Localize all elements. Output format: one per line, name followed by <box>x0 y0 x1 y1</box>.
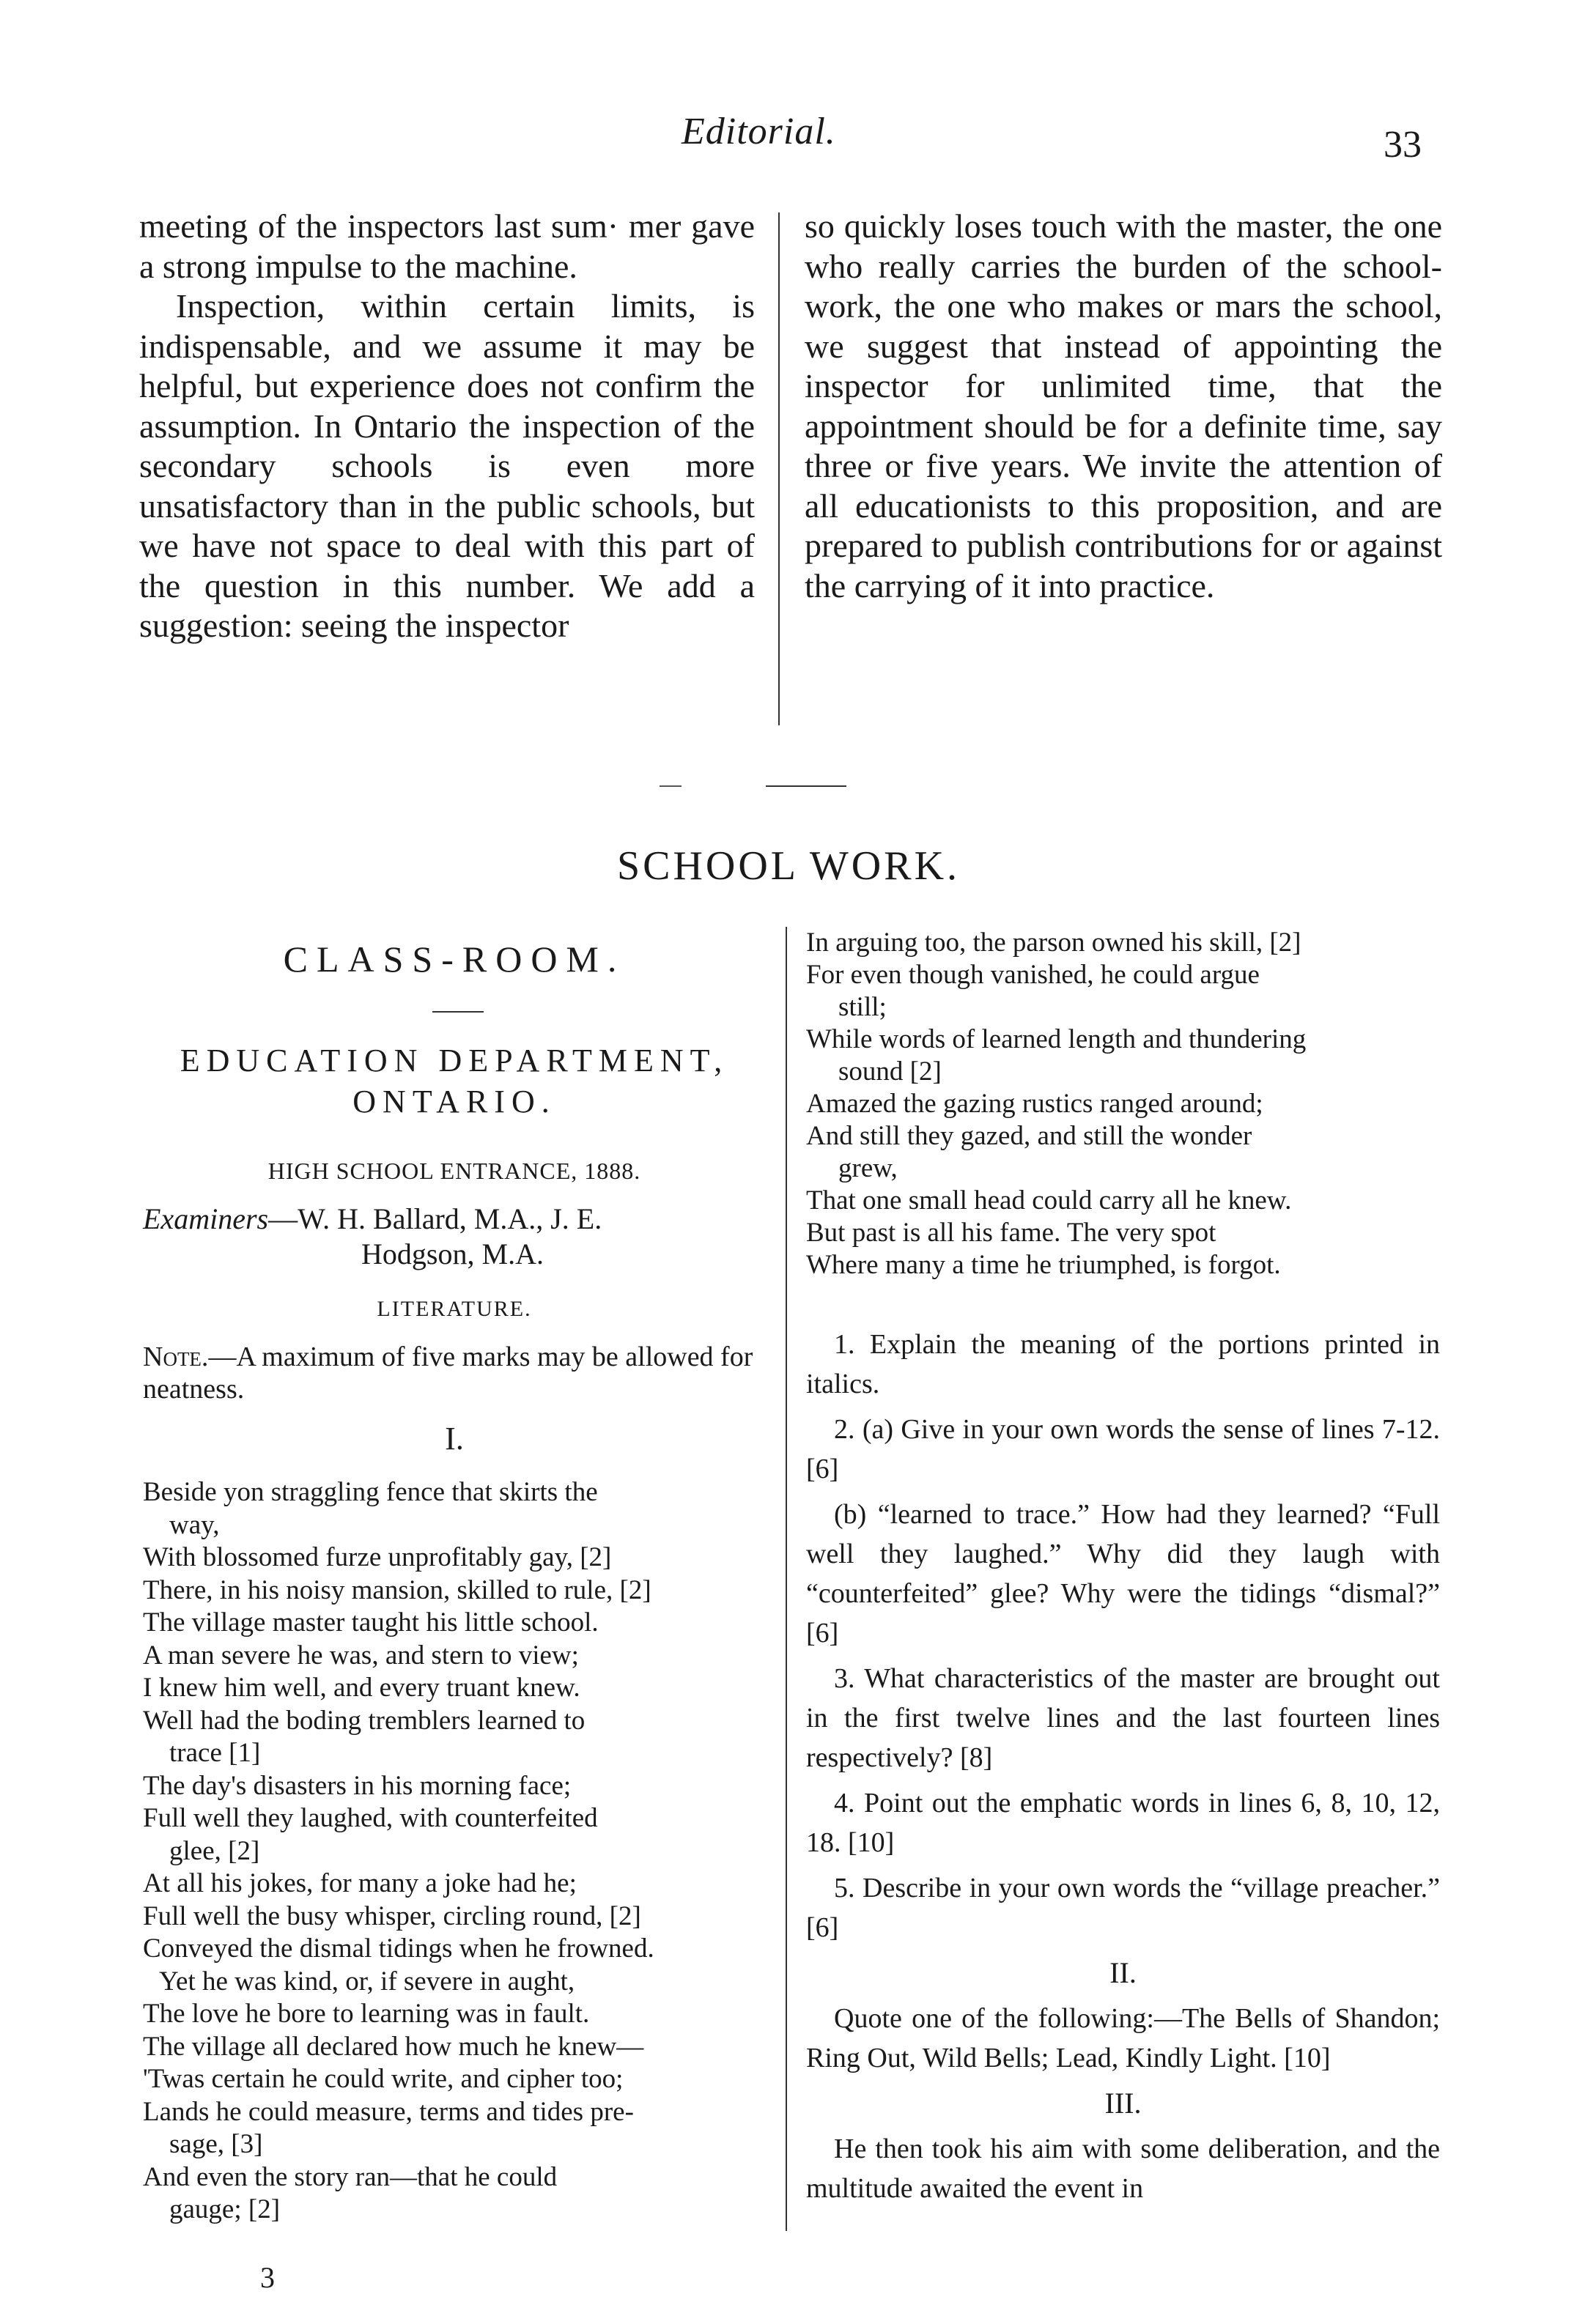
poem-line: With blossomed furze unprofitably gay, [2] <box>143 1542 612 1572</box>
poem-line: Full well the busy whisper, circling round, [2] <box>143 1901 641 1931</box>
question: 2. (a) Give in your own words the sense of lines 7-12. [6] <box>806 1414 1440 1484</box>
subject-heading: LITERATURE. <box>377 1297 532 1321</box>
poem-line: trace [1] <box>169 1738 261 1768</box>
exam-title: HIGH SCHOOL ENTRANCE, 1888. <box>267 1158 641 1184</box>
part-numeral: II. <box>1109 1956 1137 1989</box>
signature-mark: 3 <box>260 2261 275 2294</box>
poem-line: glee, [2] <box>169 1835 260 1866</box>
poem-line: Lands he could measure, terms and tides pre- <box>143 2096 634 2127</box>
question: 3. What characteristics of the master are brought out in the first twelve lines and the last fourteen lines respectively? [8] <box>806 1663 1440 1773</box>
poem-line: 'Twas certain he could write, and cipher too; <box>143 2064 624 2094</box>
poem-line: That one small head could carry all he knew. <box>806 1185 1292 1215</box>
poem-line: In arguing too, the parson owned his skill, [2] <box>806 928 1301 958</box>
poem-line: For even though vanished, he could argue <box>806 960 1260 990</box>
editorial-left-column <box>139 207 755 646</box>
editorial-paragraph: meeting of the inspectors last sum· mer gave a strong impulse to the machine. <box>139 207 755 285</box>
section-divider <box>766 785 846 787</box>
poem-line: Where many a time he triumphed, is forgot. <box>806 1250 1281 1280</box>
exam-questions <box>806 1325 1440 2214</box>
poem-line: The love he bore to learning was in fault. <box>143 1999 590 2029</box>
poem-line: The day's disasters in his morning face; <box>143 1770 572 1801</box>
poem-excerpt-continued <box>806 927 1444 1281</box>
question: He then took his aim with some deliberation, and the multitude awaited the event in <box>806 2134 1440 2204</box>
department-heading: EDUCATION DEPARTMENT, ONTARIO. <box>180 1043 729 1120</box>
part-numeral: I. <box>445 1421 464 1457</box>
poem-line: The village master taught his little school. <box>143 1607 599 1637</box>
poem-line: Full well they laughed, with counterfeited <box>143 1803 598 1833</box>
poem-line: A man severe he was, and stern to view; <box>143 1640 579 1670</box>
editorial-right-column <box>805 207 1442 606</box>
poem-line: The village all declared how much he knew— <box>143 2031 644 2062</box>
poem-line: And still they gazed, and still the wonder <box>806 1121 1252 1151</box>
poem-line: Amazed the gazing rustics ranged around; <box>806 1089 1263 1119</box>
poem-line: While words of learned length and thundering <box>806 1024 1307 1054</box>
class-room-heading: CLASS-ROOM. <box>283 939 626 980</box>
poem-line: At all his jokes, for many a joke had he; <box>143 1868 577 1898</box>
question: 4. Point out the emphatic words in lines 6, 8, 10, 12, 18. [10] <box>806 1788 1440 1858</box>
note <box>143 1341 762 1405</box>
poem-line: And even the story ran—that he could <box>143 2161 558 2192</box>
poem-line: I knew him well, and every truant knew. <box>143 1673 580 1703</box>
question: Quote one of the following:—The Bells of Shandon; Ring Out, Wild Bells; Lead, Kindly Light. [10] <box>806 2003 1440 2073</box>
column-divider <box>778 212 780 725</box>
section-divider <box>660 785 682 787</box>
section-title: SCHOOL WORK. <box>616 843 961 889</box>
editorial-paragraph: Inspection, within certain limits, is indispensable, and we assume it may be helpful, but experience does not confirm the assumption. In Ontario the inspection of the secondary schools is even more unsatisfactory than in the public schools, but we have not space to deal with this part of the question in this number. We add a suggestion: seeing the inspector <box>139 287 755 644</box>
poem-line: sage, [3] <box>169 2129 263 2159</box>
examiners-label: Examiners <box>143 1202 269 1235</box>
examiners <box>143 1202 762 1272</box>
poem-line: But past is all his fame. The very spot <box>806 1218 1216 1248</box>
note-label: Note. <box>143 1342 209 1372</box>
running-head: Editorial. <box>682 111 836 152</box>
question: (b) “learned to trace.” How had they learned? “Full well they laughed.” Why did they laugh with “counterfeited” glee? Why were the tidings “dismal?” [6] <box>806 1499 1440 1648</box>
examiners-names-continued: Hodgson, M.A. <box>361 1237 544 1270</box>
editorial-paragraph: so quickly loses touch with the master, the one who really carries the burden of the school-work, the one who makes or mars the school, we suggest that instead of appointing the inspector for unlimited time, that the appointment should be for a definite time, say three or five years. We invite the attention of all educationists to this proposition, and are prepared to publish contributions for or against the carrying of it into practice. <box>805 207 1442 604</box>
poem-line: Well had the boding tremblers learned to <box>143 1705 586 1736</box>
poem-line: way, <box>169 1509 220 1540</box>
poem-line: Yet he was kind, or, if severe in aught, <box>159 1966 575 1997</box>
part-numeral: III. <box>1104 2087 1142 2120</box>
poem-line: Beside yon straggling fence that skirts the <box>143 1477 598 1507</box>
column-divider <box>786 927 787 2231</box>
page-number: 33 <box>1384 124 1422 166</box>
poem-line: still; <box>838 992 887 1022</box>
heading-rule <box>432 1011 484 1013</box>
question: 5. Describe in your own words the “village preacher.” [6] <box>806 1873 1440 1943</box>
poem-line: Conveyed the dismal tidings when he frowned. <box>143 1933 654 1964</box>
poem-line: sound [2] <box>838 1056 942 1087</box>
poem-line: grew, <box>838 1153 898 1183</box>
question: 1. Explain the meaning of the portions printed in italics. <box>806 1329 1440 1399</box>
poem-excerpt <box>143 1476 758 2227</box>
poem-line: There, in his noisy mansion, skilled to rule, [2] <box>143 1574 651 1605</box>
poem-line: gauge; [2] <box>169 2194 281 2224</box>
examiners-names: —W. H. Ballard, M.A., J. E. <box>268 1202 602 1235</box>
note-text: —A maximum of five marks may be allowed for neatness. <box>143 1342 753 1405</box>
